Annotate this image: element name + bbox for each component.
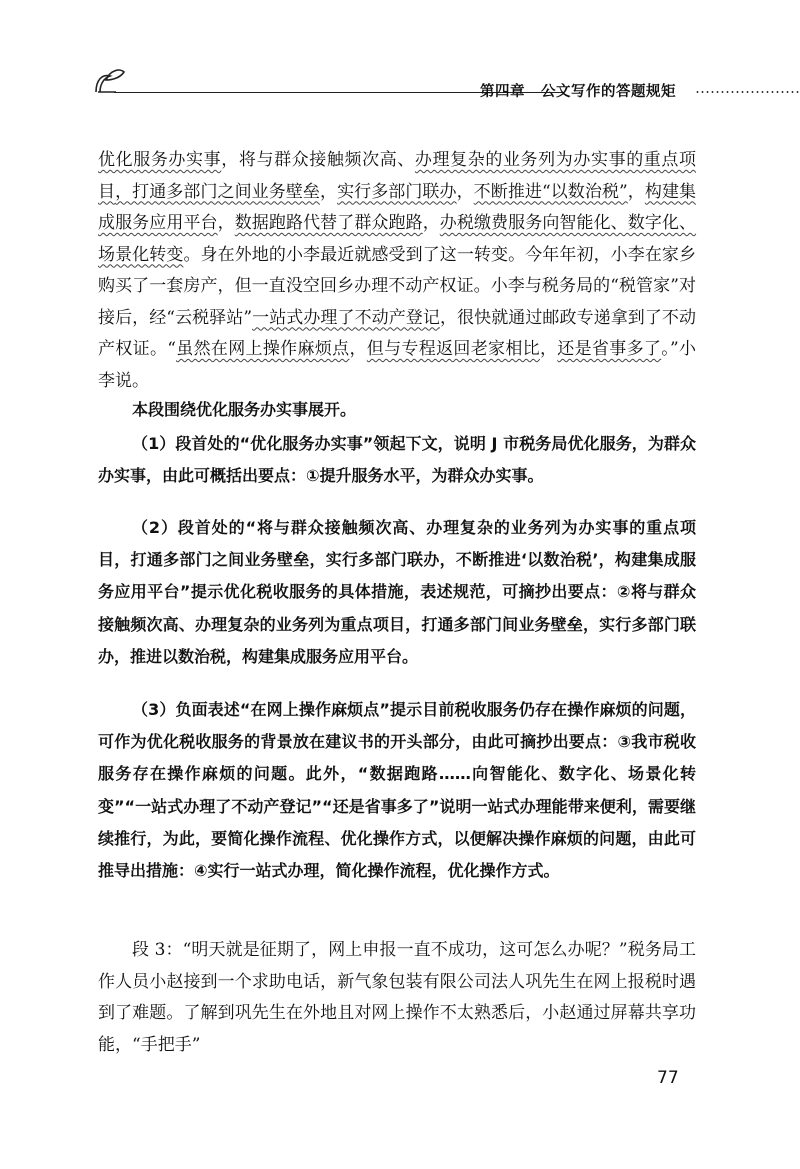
underlined-phrase: 不断推进“以数治税” xyxy=(473,181,628,202)
underlined-phrase: 虽然在网上操作麻烦点 xyxy=(175,339,350,359)
text-run: ，将与群众接触频次高、 xyxy=(221,150,415,170)
text-run: ， xyxy=(627,181,645,202)
underlined-phrase: 还是省事多了 xyxy=(557,339,662,359)
running-header xyxy=(92,66,732,102)
underlined-phrase: 实行多部门联办 xyxy=(337,181,457,202)
analysis-point-2: （2）段首处的“将与群众接触频次高、办理复杂的业务列为办实事的重点项目，打通多部门之间业务壁垒，实行多部门联办，不断推进‘以数治税’，构建集成服务应用平台”提示优化税收服务的具体措施，表述规范，可摘抄出要点：②将与群众接触频次高、办理复杂的业务列为重点项目，打通多部门间业务壁垒，实行多部门联办，推进以数治税，构建集成服务应用平台。 xyxy=(98,518,696,666)
chapter-name: 公文写作的答题规矩 xyxy=(541,84,676,100)
text-run: ，很快就通过邮政专递拿到了不动产权证。“ xyxy=(98,307,697,359)
header-dotted-rule xyxy=(695,91,800,93)
underlined-phrase: 数据跑路代替了群众跑路 xyxy=(234,213,423,233)
text-run: ， xyxy=(422,213,440,233)
chapter-title xyxy=(480,80,676,101)
text-run: ， xyxy=(456,181,474,202)
analysis-intro: 本段围绕优化服务办实事展开。 xyxy=(132,400,357,419)
underlined-phrase: 但与专程返回老家相比 xyxy=(366,339,540,359)
underlined-phrase: 办理复杂的业务列为办实事的重点项目 xyxy=(98,150,697,202)
underlined-phrase: 一站式办理了不动产登记 xyxy=(252,307,440,328)
text-run: 。”小李说。 xyxy=(98,339,697,391)
analysis-point-3: （3）负面表述“在网上操作麻烦点”提示目前税收服务仍存在操作麻烦的问题，可作为优化税收服务的背景放在建议书的开头部分，由此可摘抄出要点：③我市税收服务存在操作麻烦的问题。此外，“数据跑路……向智能化、数字化、场景化转变”“一站式办理了不动产登记”“还是省事多了”说明一站式办理能带来便利，需要继续推行，为此，要简化操作流程、优化操作方式，以便解决操作麻烦的问题，由此可推导出措施：④实行一站式办理，简化操作流程，优化操作方式。 xyxy=(98,700,696,881)
underlined-phrase: 办税缴费服务向智能化、数字化、场景化转变 xyxy=(98,213,697,265)
text-run: ， xyxy=(319,181,338,202)
text-run: ， xyxy=(539,339,558,359)
analysis-point-1: （1）段首处的“优化服务办实事”领起下文，说明 J 市税务局优化服务，为群众办实事，由此可概括出要点：①提升服务水平，为群众办实事。 xyxy=(98,434,696,486)
text-run: ， xyxy=(217,213,235,233)
text-run: 。身在外地的小李最近就感受到了这一转变。今年年初，小李在家乡购买了一套房产，但一直没空回乡办理不动产权证。小李与税务局的“税管家”对接后，经“云税驿站” xyxy=(98,244,697,328)
paragraph-3: 段 3：“明天就是征期了，网上申报一直不成功，这可怎么办呢？”税务局工作人员小赵接到一个求助电话，新气象包装有限公司法人巩先生在网上报税时遇到了难题。了解到巩先生在外地且对网上操作不太熟悉后，小赵通过屏幕共享功能，“手把手” xyxy=(98,940,696,1055)
page-number: 77 xyxy=(657,1068,679,1088)
underlined-phrase: 构建集成服务应用平台 xyxy=(98,181,697,233)
underlined-phrase: 优化服务办实事 xyxy=(98,150,222,170)
underlined-phrase: ，打通多部门之间业务壁垒 xyxy=(115,181,320,202)
text-run: ， xyxy=(349,339,367,359)
chapter-number: 第四章 xyxy=(480,84,525,100)
quoted-paragraph xyxy=(98,145,696,397)
